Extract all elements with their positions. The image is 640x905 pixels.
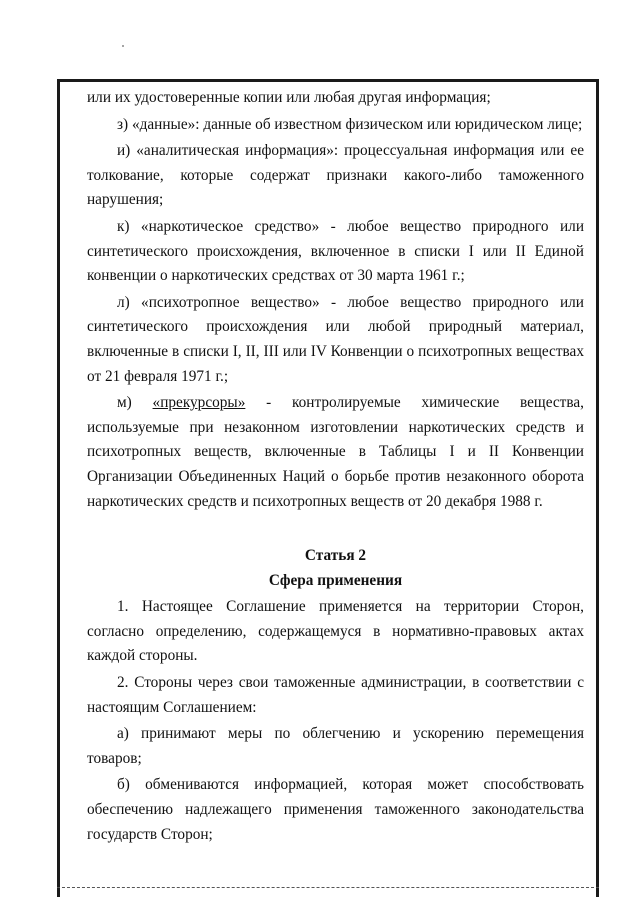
- page-border-bottom: [57, 887, 599, 888]
- article-number: Статья 2: [304, 547, 367, 565]
- definition-m-prefix: м): [117, 394, 153, 412]
- definition-l: л) «психотропное вещество» - любое вещество природного или синтетического происхождения или любой природный материал, включенные в списки I, II, III или IV Конвенции о психотропных веществах от 21 февраля 1971 г.;: [87, 293, 584, 385]
- article-item-1: 1. Настоящее Соглашение применяется на территории Сторон, согласно определению, содержащемуся в нормативно-правовых актах каждой стороны.: [87, 598, 584, 665]
- definition-z: з) «данные»: данные об известном физическом или юридическом лице;: [117, 115, 583, 133]
- definition-m: [87, 391, 584, 514]
- article-item-b: б) обмениваются информацией, которая может способствовать обеспечению надлежащего применения таможенного законодательства государств Сторон;: [87, 776, 584, 843]
- definition-k: к) «наркотическое средство» - любое вещество природного или синтетического происхождения, включенное в списки I или II Единой конвенции о наркотических средствах от 30 марта 1961 г.;: [87, 217, 584, 285]
- paragraph-continuation: или их удостоверенные копии или любая другая информация;: [87, 89, 491, 106]
- definition-m-text: - контролируемые химические вещества, используемые при незаконном изготовлении наркотических средств и психотропных веществ, включенные в Таблицы I и II Конвенции Организации Объединенных Наций о борьбе против незаконного оборота наркотических средств и психотропных веществ от 20 декабря 1988 г.: [87, 394, 584, 510]
- article-item-2: 2. Стороны через свои таможенные администрации, в соответствии с настоящим Соглашением:: [87, 674, 584, 716]
- document-body: [87, 86, 584, 847]
- definition-m-term: «прекурсоры»: [152, 394, 246, 412]
- scan-speck: [122, 45, 124, 47]
- article-item-a: а) принимают меры по облегчению и ускорению перемещения товаров;: [87, 725, 584, 767]
- article-title: Сфера применения: [268, 571, 403, 589]
- definition-i: и) «аналитическая информация»: процессуальная информация или ее толкование, которые содержат признаки какого-либо таможенного нарушения;: [87, 142, 584, 209]
